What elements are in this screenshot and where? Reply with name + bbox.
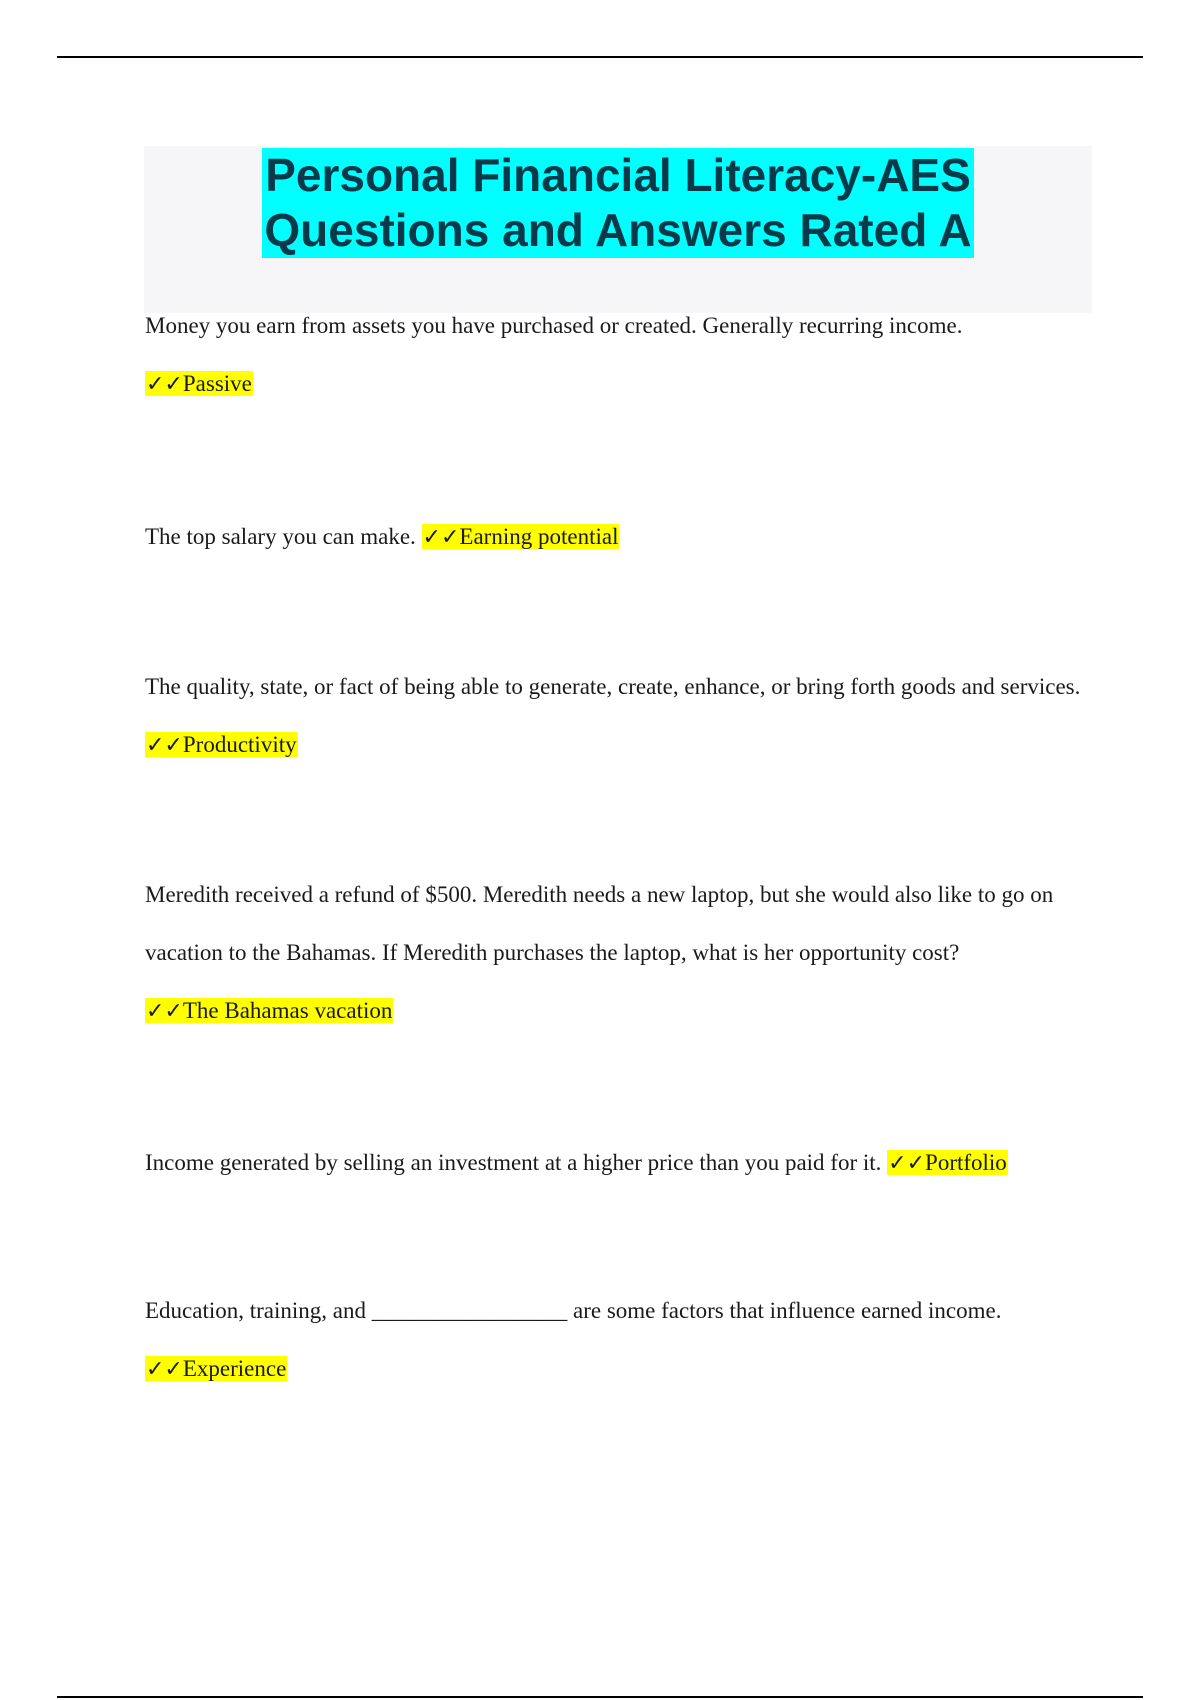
qa-item-3 <box>145 658 1095 775</box>
document-title <box>262 148 973 258</box>
question-text: Money you earn from assets you have purchased or created. Generally recurring income. <box>145 313 963 338</box>
answer-text: The Bahamas vacation <box>182 998 393 1023</box>
double-check-icon: ✓✓ <box>146 372 183 397</box>
answer-highlight <box>145 998 393 1023</box>
question-text: The top salary you can make. <box>145 524 416 549</box>
title-line-1: Personal Financial Literacy-AES <box>265 149 971 201</box>
question-text: Meredith received a refund of $500. Meredith needs a new laptop, but she would also like to go on vacation to the Bahamas. If Meredith purchases the laptop, what is her opportunity cost? <box>145 882 1054 965</box>
double-check-icon: ✓✓ <box>146 1357 183 1382</box>
qa-item-2 <box>145 508 1095 567</box>
answer-text: Experience <box>182 1356 287 1381</box>
answer-text: Portfolio <box>925 1150 1007 1175</box>
qa-item-6 <box>145 1282 1095 1399</box>
title-line-2: Questions and Answers Rated A <box>264 204 972 256</box>
bottom-rule <box>57 1696 1143 1698</box>
double-check-icon: ✓✓ <box>422 525 460 550</box>
qa-item-1 <box>145 297 1095 414</box>
answer-text: Earning potential <box>459 524 619 549</box>
answer-text: Passive <box>182 371 252 396</box>
question-text: Education, training, and _________________ are some factors that influence earned income. <box>145 1298 1002 1323</box>
top-rule <box>57 56 1143 58</box>
title-banner <box>144 146 1092 313</box>
answer-text: Productivity <box>182 732 297 757</box>
answer-highlight <box>887 1150 1008 1175</box>
double-check-icon: ✓✓ <box>146 733 183 758</box>
question-text: The quality, state, or fact of being able to generate, create, enhance, or bring forth goods and services. <box>145 674 1081 699</box>
answer-highlight <box>145 732 298 757</box>
double-check-icon: ✓✓ <box>146 999 183 1024</box>
answer-highlight <box>422 524 620 549</box>
qa-item-4 <box>145 866 1095 1041</box>
answer-highlight <box>145 371 253 396</box>
qa-item-5 <box>145 1134 1095 1193</box>
answer-highlight <box>145 1356 287 1381</box>
question-text: Income generated by selling an investment at a higher price than you paid for it. <box>145 1150 882 1175</box>
double-check-icon: ✓✓ <box>888 1151 926 1176</box>
